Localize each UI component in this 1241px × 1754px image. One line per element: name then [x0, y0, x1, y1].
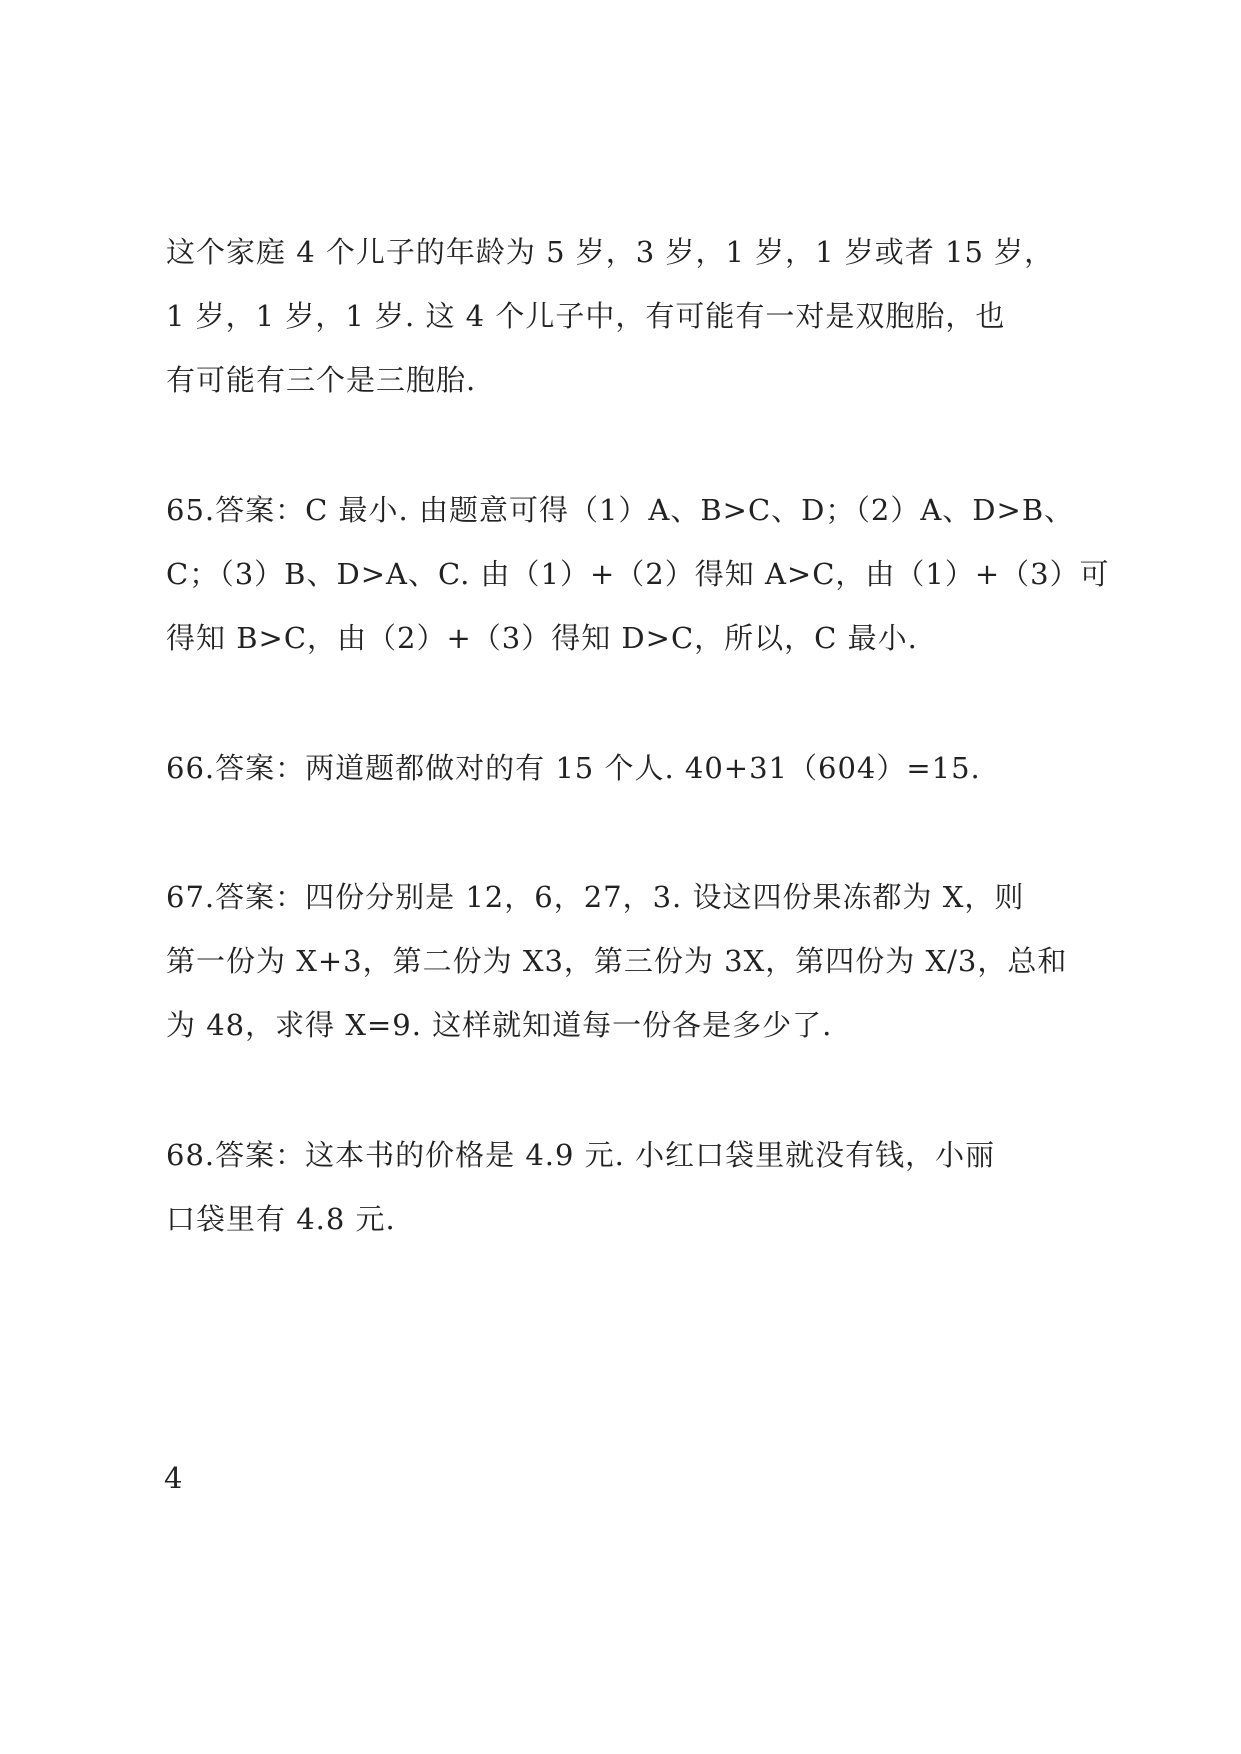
paragraph-answer-64-continued: [166, 220, 1106, 412]
text-line: 66.答案：两道题都做对的有 15 个人. 40+31（604）=15.: [166, 751, 981, 785]
text-line: 1 岁，1 岁，1 岁. 这 4 个儿子中，有可能有一对是双胞胎，也: [166, 299, 1006, 333]
text-line: 为 48，求得 X=9. 这样就知道每一份各是多少了.: [166, 1008, 833, 1042]
paragraph-answer-65: [166, 478, 1110, 670]
text-line: 得知 B>C，由（2）+（3）得知 D>C，所以，C 最小.: [166, 621, 918, 655]
text-line: 这个家庭 4 个儿子的年龄为 5 岁，3 岁，1 岁，1 岁或者 15 岁，: [166, 235, 1055, 269]
text-line: 65.答案：C 最小. 由题意可得（1）A、B>C、D；（2）A、D>B、: [166, 493, 1075, 527]
text-line: C；（3）B、D>A、C. 由（1）+（2）得知 A>C，由（1）+（3）可: [166, 557, 1110, 591]
text-line: 有可能有三个是三胞胎.: [166, 363, 477, 397]
text-line: 67.答案：四份分别是 12，6，27，3. 设这四份果冻都为 X，则: [166, 880, 1025, 914]
paragraph-answer-66: [166, 736, 1106, 800]
text-line: 68.答案：这本书的价格是 4.9 元. 小红口袋里就没有钱，小丽: [166, 1138, 996, 1172]
paragraph-answer-67: [166, 865, 1106, 1057]
paragraph-answer-68: [166, 1123, 1106, 1251]
text-line: 口袋里有 4.8 元.: [166, 1202, 396, 1236]
page-number: 4: [164, 1461, 183, 1495]
text-line: 第一份为 X+3，第二份为 X3，第三份为 3X，第四份为 X/3，总和: [166, 944, 1068, 978]
